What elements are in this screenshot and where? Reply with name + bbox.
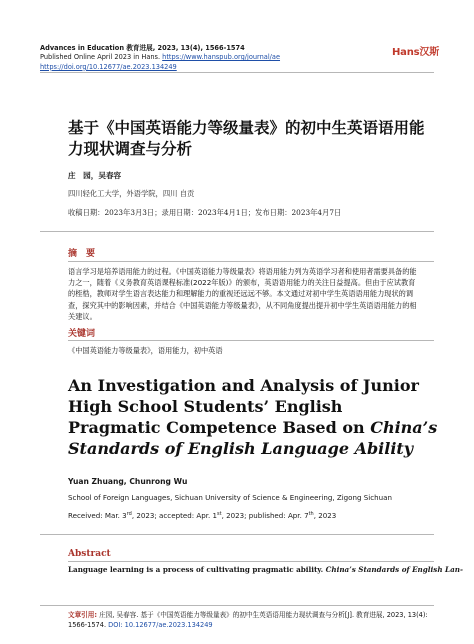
english-dates: Received: Mar. 3rd, 2023; accepted: Apr. 1st, 2023; published: Apr. 7th, 2023 — [68, 511, 337, 520]
chinese-keywords: 《中国英语能力等级量表》，语用能力，初中英语 — [68, 346, 223, 355]
keywords-divider — [68, 340, 434, 341]
chinese-dates: 收稿日期：2023年3月3日；录用日期：2023年4月1日；发布日期：2023年4月7日 — [68, 208, 342, 217]
chinese-authors: 庄 园，吴春容 — [68, 171, 122, 180]
keywords-heading: 关键词 — [68, 329, 96, 339]
english-authors: Yuan Zhuang, Chunrong Wu — [68, 477, 188, 486]
english-affiliation: School of Foreign Languages, Sichuan University of Science & Engineering, Zigong Sichuan — [68, 493, 392, 502]
abstract-divider — [68, 261, 434, 262]
journal-line: Advances in Education 教育进展, 2023, 13(4), 1566-1574 — [40, 44, 245, 52]
english-title: An Investigation and Analysis of Junior High School Students’ English Pragmatic Competence Based on China’s Standards of English Language Ability — [68, 376, 438, 458]
english-abstract: Language learning is a process of cultivating pragmatic ability. China’s Standards of English Lan- — [68, 565, 463, 574]
chinese-abstract-heading: 摘 要 — [68, 249, 96, 259]
published-line: Published Online April 2023 in Hans. https://www.hanspub.org/journal/ae — [40, 53, 281, 62]
chinese-affiliation: 四川轻化工大学，外语学院，四川 自贡 — [68, 189, 195, 198]
chinese-title: 基于《中国英语能力等级量表》的初中生英语语用能力现状调查与分析 — [68, 119, 425, 158]
hans-logo: Hans汉斯 — [392, 47, 439, 58]
citation-doi-link[interactable]: DOI: 10.12677/ae.2023.134249 — [108, 620, 213, 629]
header-doi-link[interactable]: https://doi.org/10.12677/ae.2023.134249 — [40, 62, 177, 71]
citation: 文章引用: 庄园, 吴春容. 基于《中国英语能力等级量表》的初中生英语语用能力现状调查与分析[J]. 教育进展, 2023, 13(4): 1566-1574. DOI: 10.12677/ae.2023.134249 — [68, 611, 428, 629]
section-divider — [40, 231, 434, 232]
footer-divider — [40, 605, 434, 606]
header-divider — [40, 72, 434, 73]
journal-header — [40, 44, 380, 72]
english-abstract-heading: Abstract — [68, 549, 111, 559]
chinese-abstract: 语言学习是培养语用能力的过程。《中国英语能力等级量表》将语用能力列为英语学习者和使用者需要具备的能力之一，随着《义务教育英语课程标准(2022年版)》的颁布，英语语用能力的关注日益提高。但由于应试教育的桎梏，教师对学生语言表达能力和理解能力的重视还远远不够。本文通过对初中学生英语语用能力现状的调查，探究其中的影响因素，并结合《中国英语能力等级量表》，从不同角度提出提升初中学生英语语用能力的相关建议。 — [68, 267, 417, 321]
english-abstract-divider — [68, 561, 434, 562]
english-divider — [40, 534, 434, 535]
journal-url-link[interactable]: https://www.hanspub.org/journal/ae — [162, 53, 281, 62]
